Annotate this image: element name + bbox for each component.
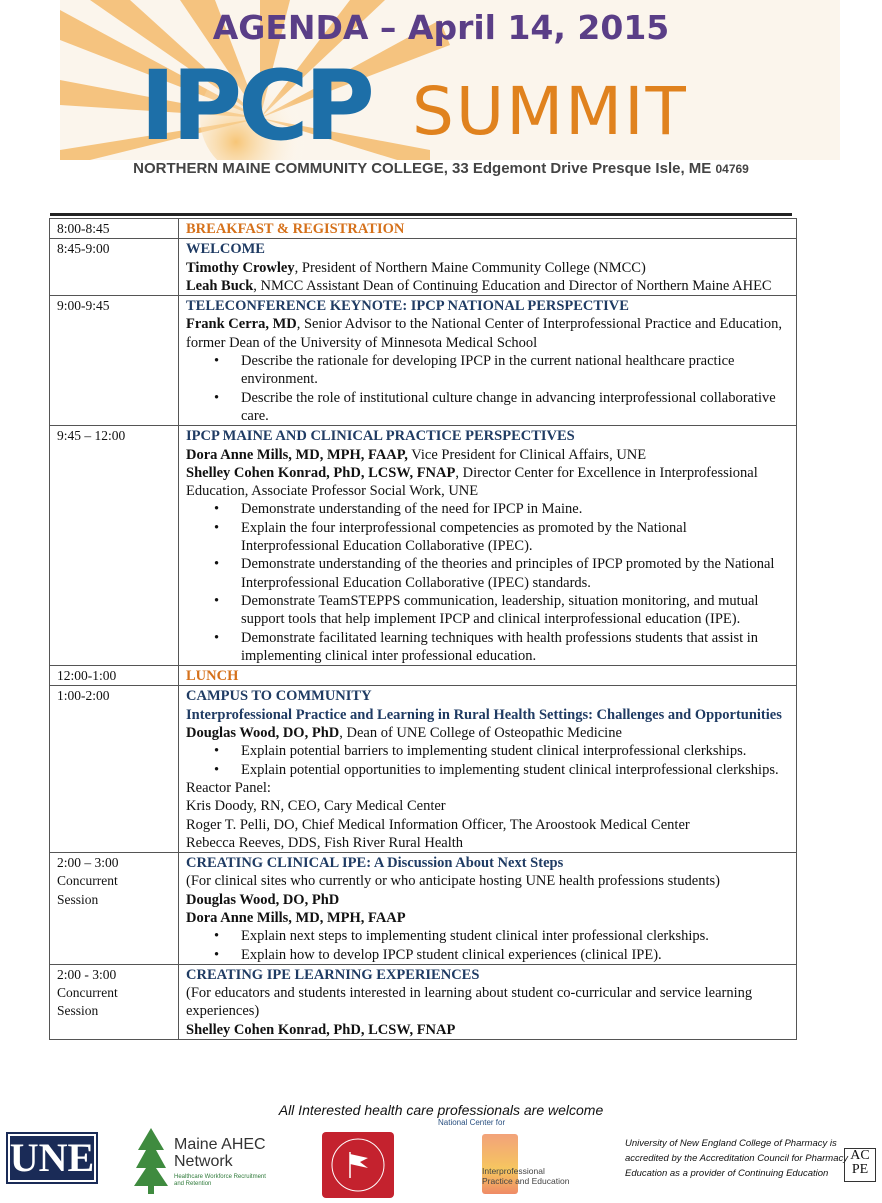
session-title: WELCOME: [186, 241, 265, 258]
objectives-list: [186, 500, 790, 665]
time-line: 8:00-8:45: [57, 221, 110, 236]
session-time: [50, 686, 179, 853]
une-logo: UNE: [6, 1132, 98, 1184]
time-line: 9:00-9:45: [57, 298, 110, 314]
speaker-description: , Senior Advisor to the National Center of Interprofessional Practice and Education, former Dean of the University of Minnesota Medical School: [186, 316, 782, 351]
agenda-title: AGENDA – April 14, 2015: [212, 8, 670, 47]
speaker-name: Shelley Cohen Konrad, PhD, LCSW, FNAP: [186, 1021, 456, 1038]
session-content: [179, 219, 797, 239]
address-text: NORTHERN MAINE COMMUNITY COLLEGE, 33 Edgemont Drive Presque Isle, ME: [133, 160, 712, 177]
objective-item: • Demonstrate facilitated learning techniques with health professions students that assist in implementing clinical inter professional education.: [186, 629, 790, 666]
session-content: [179, 964, 797, 1039]
objective-item: • Describe the rationale for developing IPCP in the current national healthcare practice environment.: [186, 352, 790, 389]
session-title: LUNCH: [186, 668, 239, 685]
session-note: (For educators and students interested in learning about student co-curricular and service learning experiences): [186, 985, 753, 1020]
agenda-row: [50, 964, 797, 1039]
session-time: [50, 964, 179, 1039]
speaker-name: Shelley Cohen Konrad, PhD, LCSW, FNAP: [186, 464, 456, 481]
speaker-name: Douglas Wood, DO, PhD: [186, 725, 340, 742]
objective-item: • Demonstrate understanding of the theories and principles of IPCP promoted by the National Interprofessional Education Collaborative (IPEC) standards.: [186, 555, 790, 592]
session-content: [179, 296, 797, 426]
session-content: [179, 239, 797, 296]
time-line: 1:00-2:00: [57, 688, 110, 704]
objective-item: • Demonstrate understanding of the need for IPCP in Maine.: [186, 500, 790, 518]
ahec-subtitle: Healthcare Workforce Recruitment and Retention: [174, 1174, 266, 1187]
flag-icon: [322, 1132, 394, 1198]
time-line: Concurrent: [57, 873, 118, 889]
session-title: CAMPUS TO COMMUNITY: [186, 688, 372, 705]
welcome-note: All Interested health care professionals are welcome: [278, 1102, 604, 1118]
time-line: 2:00 - 3:00: [57, 966, 117, 982]
acpe-line2: PE: [851, 1162, 869, 1177]
speaker: [186, 464, 790, 501]
time-line: 2:00 – 3:00: [57, 855, 119, 871]
national-center-ipe-logo: [438, 1118, 568, 1200]
speaker-name: Douglas Wood, DO, PhD: [186, 891, 340, 908]
session-time: [50, 666, 179, 686]
speaker-name: Dora Anne Mills, MD, MPH, FAAP,: [186, 446, 408, 463]
speaker-description: , Dean of UNE College of Osteopathic Medicine: [339, 725, 622, 742]
acpe-logo: [844, 1148, 876, 1182]
session-time: [50, 219, 179, 239]
ipcp-logo-text: IPCP: [140, 50, 371, 162]
session-content: [179, 686, 797, 853]
speaker-description: , President of Northern Maine Community College (NMCC): [294, 259, 646, 276]
venue-address: [0, 160, 882, 177]
agenda-table: [49, 218, 797, 1040]
objective-item: • Explain how to develop IPCP student clinical experiences (clinical IPE).: [186, 946, 790, 964]
speaker: [186, 277, 790, 295]
ahec-title-line1: Maine AHEC: [174, 1136, 266, 1153]
agenda-row: [50, 686, 797, 853]
session-content: [179, 853, 797, 965]
session-time: [50, 426, 179, 666]
summit-logo-text: SUMMIT: [412, 73, 688, 150]
time-line: 12:00-1:00: [57, 668, 117, 684]
time-line: Session: [57, 1003, 99, 1019]
session-subtitle: Interprofessional Practice and Learning in Rural Health Settings: Challenges and Opportunities: [186, 706, 782, 723]
ncipe-top-text: National Center for: [438, 1118, 506, 1127]
ahec-title: [174, 1136, 266, 1170]
objective-item: • Demonstrate TeamSTEPPS communication, leadership, situation monitoring, and mutual support tools that help implement IPCP and clinical interprofessional education (IPE).: [186, 592, 790, 629]
session-title: CREATING IPE LEARNING EXPERIENCES: [186, 966, 480, 983]
objective-item: • Explain potential barriers to implementing student clinical interprofessional clerkships.: [186, 742, 790, 760]
ahec-title-line2: Network: [174, 1153, 233, 1170]
agenda-row: [50, 666, 797, 686]
speaker: [186, 446, 790, 464]
time-line: Concurrent: [57, 985, 118, 1001]
agenda-row: [50, 239, 797, 296]
time-line: Session: [57, 891, 99, 907]
objectives-list: [186, 352, 790, 425]
reactor-panel-line: Reactor Panel:: [186, 779, 271, 796]
session-content: [179, 666, 797, 686]
reactor-panel-line: Kris Doody, RN, CEO, Cary Medical Center: [186, 798, 446, 815]
accreditation-statement: University of New England College of Pharmacy is accredited by the Accreditation Council for Pharmacy Education as a provider of Continuing Education: [625, 1138, 849, 1179]
objectives-list: [186, 742, 790, 779]
session-title: CREATING CLINICAL IPE: A Discussion About Next Steps: [186, 855, 564, 872]
speaker-name: Timothy Crowley: [186, 259, 295, 276]
acpe-line1: AC: [850, 1148, 870, 1163]
session-title: BREAKFAST & REGISTRATION: [186, 221, 405, 237]
agenda-row: [50, 426, 797, 666]
speaker-name: Leah Buck: [186, 277, 254, 294]
ncipe-text: Interprofessional Practice and Education: [482, 1166, 570, 1186]
objectives-list: [186, 927, 790, 964]
session-content: [179, 426, 797, 666]
speaker-description: , Director Center for Excellence in Interprofessional Education, Associate Professor Social Work, UNE: [186, 464, 758, 500]
session-time: [50, 239, 179, 296]
macy-foundation-logo: [322, 1132, 394, 1198]
objective-item: • Explain potential opportunities to implementing student clinical interprofessional clerkships.: [186, 761, 790, 779]
time-line: 9:45 – 12:00: [57, 428, 126, 444]
objective-item: • Explain the four interprofessional competencies as promoted by the National Interprofessional Education Collaborative (IPEC).: [186, 519, 790, 556]
speaker: [186, 259, 790, 277]
speaker: [186, 724, 790, 742]
objective-item: • Explain next steps to implementing student clinical inter professional clerkships.: [186, 927, 790, 945]
header-rule: [50, 213, 792, 216]
objective-item: • Describe the role of institutional culture change in advancing interprofessional collaborative care.: [186, 389, 790, 426]
zip-code: 04769: [715, 162, 749, 176]
header: [0, 0, 882, 200]
footer-logos: [0, 1118, 882, 1200]
agenda-row: [50, 219, 797, 239]
session-title: TELECONFERENCE KEYNOTE: IPCP NATIONAL PERSPECTIVE: [186, 298, 629, 315]
speaker-name: Dora Anne Mills, MD, MPH, FAAP: [186, 909, 406, 926]
reactor-panel-line: Rebecca Reeves, DDS, Fish River Rural Health: [186, 834, 464, 851]
reactor-panel-line: Roger T. Pelli, DO, Chief Medical Information Officer, The Aroostook Medical Center: [186, 816, 690, 833]
maine-ahec-logo: [132, 1128, 282, 1194]
session-time: [50, 296, 179, 426]
session-title: IPCP MAINE AND CLINICAL PRACTICE PERSPECTIVES: [186, 428, 575, 445]
speaker-description: Vice President for Clinical Affairs, UNE: [407, 446, 647, 463]
speaker: [186, 315, 790, 352]
session-note: (For clinical sites who currently or who anticipate hosting UNE health professions students): [186, 873, 720, 890]
time-line: 8:45-9:00: [57, 241, 110, 257]
speaker-name: Frank Cerra, MD: [186, 316, 297, 333]
session-time: [50, 853, 179, 965]
agenda-row: [50, 853, 797, 965]
agenda-row: [50, 296, 797, 426]
pine-tree-icon: [134, 1128, 168, 1194]
speaker-description: , NMCC Assistant Dean of Continuing Education and Director of Northern Maine AHEC: [253, 277, 772, 294]
